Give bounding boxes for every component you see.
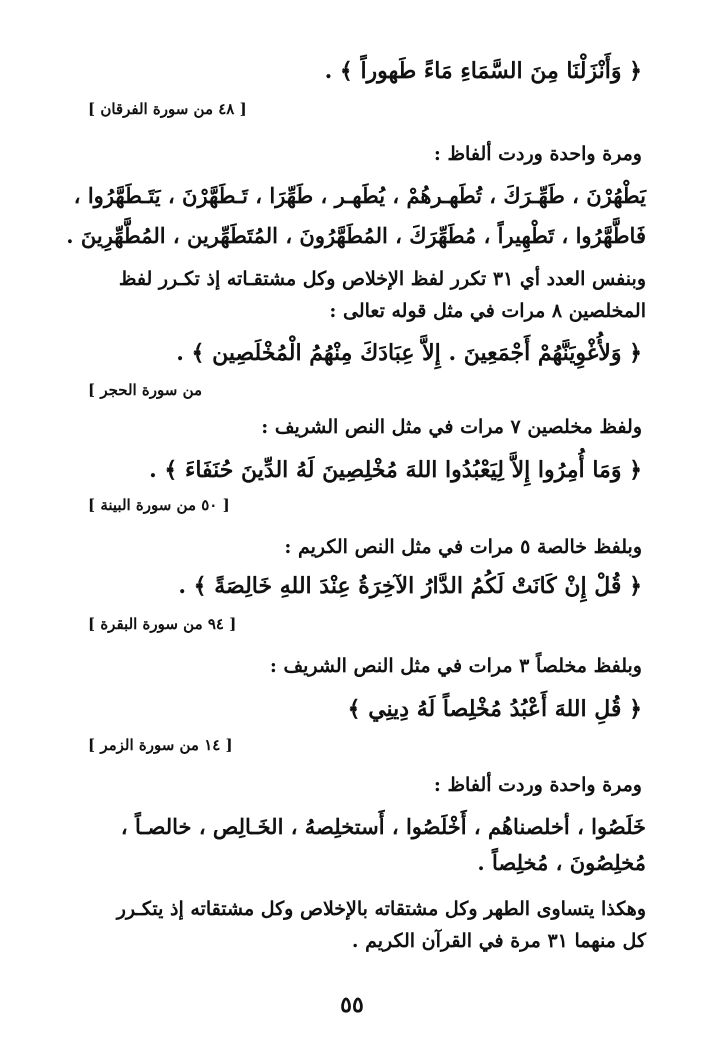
reference-al-hijr: من سورة الحجر ] [88, 381, 203, 399]
reference-az-zumar: [ ١٤ من سورة الزمر ] [88, 736, 233, 754]
intro-text-khalisa: وبلفظ خالصة ٥ مرات في مثل النص الكريم : [284, 536, 642, 558]
reference-al-furqan: [ ٤٨ من سورة الفرقان ] [88, 100, 247, 118]
word-list-tahara-1: يَطْهُرْنَ ، طَهِّـرَكَ ، تُطَهـرهُمْ ، يُطَهـر ، طَهِّرَا ، تَـطَهَّرْنَ ، يَتَـطَهَّرُوا ، [73, 183, 646, 208]
verse-az-zumar: ﴿ قُلِ اللهَ أَعْبُدُ مُخْلِصاً لَهُ دِينِي ﴾ [347, 696, 642, 722]
intro-text-tahara: ومرة واحدة وردت ألفاظ : [433, 143, 642, 165]
intro-text-mukhlisan: وبلفظ مخلصاً ٣ مرات في مثل النص الشريف : [269, 655, 642, 677]
reference-al-baqara: [ ٩٤ من سورة البقرة ] [88, 615, 237, 633]
verse-al-furqan: ﴿ وَأَنْزَلْنَا مِنَ السَّمَاءِ مَاءً طَهوراً ﴾ . [324, 58, 642, 84]
verse-al-baqara: ﴿ قُلْ إِنْ كَانَتْ لَكُمُ الدَّارُ الآخِرَةُ عِنْدَ اللهِ خَالِصَةً ﴾ . [178, 573, 642, 599]
intro-text-ikhlas-words: ومرة واحدة وردت ألفاظ : [433, 774, 642, 796]
word-list-tahara-2: فَاطَّهَّرُوا ، تَطْهِيراً ، مُطَهِّرَكَ ، المُطَهَّرُونَ ، المُتَطَهِّرين ، المُطَّهِّرِينَ . [66, 223, 646, 248]
paragraph-ikhlas-1: وبنفس العدد أي ٣١ تكرر لفظ الإخلاص وكل مشتقـاته إذ تكـرر لفظ [118, 268, 646, 290]
verse-al-bayyina: ﴿ وَمَا أُمِرُوا إِلاَّ لِيَعْبُدُوا اللهَ مُخْلِصِينَ لَهُ الدِّينَ حُنَفَاءَ ﴾ . [149, 457, 642, 483]
word-list-ikhlas-1: خَلَصُوا ، أخلصناهُم ، أَخْلَصُوا ، أَستخلِصهُ ، الخَـالِص ، خالصـاً ، [120, 814, 646, 839]
conclusion-paragraph-1: وهكذا يتساوى الطهر وكل مشتقاته بالإخلاص وكل مشتقاته إذ يتكـرر [116, 898, 646, 920]
verse-al-hijr: ﴿ وَلأُغْوِيَنَّهُمْ أَجْمَعِينَ . إِلاَّ عِبَادَكَ مِنْهُمُ الْمُخْلَصِين ﴾ . [176, 340, 642, 366]
paragraph-ikhlas-2: المخلصين ٨ مرات في مثل قوله تعالى : [329, 300, 646, 322]
page-number: ٥٥ [340, 992, 364, 1018]
conclusion-paragraph-2: كل منهما ٣١ مرة في القرآن الكريم . [351, 930, 646, 952]
intro-text-mukhlisin: ولفظ مخلصين ٧ مرات في مثل النص الشريف : [261, 416, 642, 438]
reference-al-bayyina: [ ٥٠ من سورة البينة ] [88, 496, 230, 514]
word-list-ikhlas-2: مُخلِصُونَ ، مُخلِصاً . [477, 850, 646, 875]
